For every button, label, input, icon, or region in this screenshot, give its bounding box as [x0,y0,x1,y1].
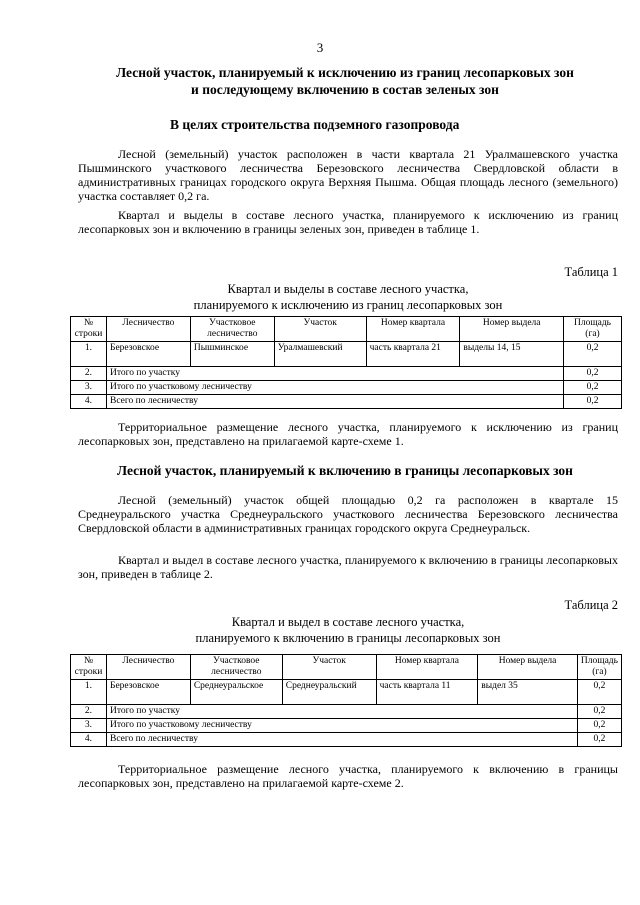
table2-total-row [71,705,622,719]
table2-caption [78,614,618,646]
table1-header-row [71,317,622,342]
table1 [70,316,622,409]
section1-after-paragraph [78,420,618,448]
table-cell: 3. [71,719,107,733]
table-cell: выдел 35 [478,680,578,705]
section1-para2-text: Квартал и выделы в составе лесного участка, планируемого к исключению из границ лесопарковых зон и включению в границы зеленых зон, приведен в таблице 1. [78,208,618,236]
table-cell: 0,2 [564,342,622,367]
table1-label: Таблица 1 [564,265,618,279]
table-cell: 2. [71,367,107,381]
table-cell: 0,2 [577,680,621,705]
page-number: 3 [316,40,324,55]
main-title-line2: и последующему включению в состав зеленых зон [191,82,499,97]
table2-header-row [71,655,622,680]
table-cell: 0,2 [564,367,622,381]
table-cell: Березовское [106,342,190,367]
table-cell: Пышминское [190,342,274,367]
table1-total-row [71,395,622,409]
table2-caption-line1: Квартал и выдел в составе лесного участка, [231,615,465,629]
table1-caption-line1: Квартал и выделы в составе лесного участка, [227,282,469,296]
table2-caption-line2: планируемого к включению в границы лесопарковых зон [195,631,501,645]
table1-caption-line2: планируемого к исключению из границ лесопарковых зон [193,298,503,312]
section1-para1-text: Лесной (земельный) участок расположен в части квартала 21 Уралмашевского участка Пышминского участкового лесничества Березовского лесничества Свердловской области в административных границах городского округа Верхняя Пышма. Общая площадь лесного (земельного) участка составляет 0,2 га. [78,147,618,203]
table-cell: 4. [71,733,107,747]
table2-header: Площадь (га) [577,655,621,680]
table-cell: 0,2 [564,381,622,395]
table2-label: Таблица 2 [564,598,618,612]
table-cell: Среднеуральский [282,680,376,705]
table2-header: Номер выдела [478,655,578,680]
table-cell: 0,2 [577,733,621,747]
table2-header: № строки [71,655,107,680]
table-cell: 4. [71,395,107,409]
subtitle: В целях строительства подземного газопровода [170,117,460,132]
table-cell: 1. [71,342,107,367]
table-cell: часть квартала 11 [376,680,478,705]
table1-header: Участок [274,317,366,342]
table-cell: выделы 14, 15 [460,342,564,367]
table2-header: Лесничество [106,655,190,680]
table2 [70,654,622,747]
table-cell: Итого по участку [106,367,563,381]
table1-header: Номер квартала [366,317,460,342]
table-cell: Всего по лесничеству [106,395,563,409]
section2-heading: Лесной участок, планируемый к включению в границы лесопарковых зон [117,463,573,478]
table1-header: № строки [71,317,107,342]
table2-total-row [71,719,622,733]
table2-header: Участок [282,655,376,680]
table2-header: Номер квартала [376,655,478,680]
table1-caption [78,281,618,313]
table2-total-row [71,733,622,747]
table-cell: Уралмашевский [274,342,366,367]
table-cell: 1. [71,680,107,705]
section2-para1-text: Лесной (земельный) участок общей площадью 0,2 га расположен в квартале 15 Среднеуральского участка Среднеуральского участкового лесничества Березовского лесничества Свердловской области в административных границах городского округа Среднеуральск. [78,493,618,535]
section2-paragraph2 [78,553,618,581]
section2-paragraph1 [78,493,618,535]
section1-paragraph1 [78,147,618,203]
table1-total-row [71,381,622,395]
main-title [70,64,620,98]
table1-header: Лесничество [106,317,190,342]
table1-data-row [71,342,622,367]
table-cell: 2. [71,705,107,719]
table1-header: Площадь (га) [564,317,622,342]
table1-header: Участковое лесничество [190,317,274,342]
section1-paragraph2 [78,208,618,236]
table2-data-row [71,680,622,705]
table-cell: 3. [71,381,107,395]
table1-header: Номер выдела [460,317,564,342]
main-title-line1: Лесной участок, планируемый к исключению из границ лесопарковых зон [116,65,574,80]
table2-header: Участковое лесничество [190,655,282,680]
table-cell: Итого по участковому лесничеству [106,381,563,395]
section1-after-text: Территориальное размещение лесного участка, планируемого к исключению из границ лесопарковых зон, представлено на прилагаемой карте-схеме 1. [78,420,618,448]
section2-after-paragraph [78,762,618,790]
table-cell: Итого по участковому лесничеству [106,719,577,733]
table-cell: 0,2 [577,705,621,719]
section2-para2-text: Квартал и выдел в составе лесного участка, планируемого к включению в границы лесопарковых зон, приведен в таблице 2. [78,553,618,581]
table-cell: Всего по лесничеству [106,733,577,747]
table-cell: Березовское [106,680,190,705]
table1-total-row [71,367,622,381]
table-cell: Среднеуральское [190,680,282,705]
table-cell: Итого по участку [106,705,577,719]
table-cell: 0,2 [577,719,621,733]
section2-after-text: Территориальное размещение лесного участка, планируемого к включению в границы лесопарковых зон, представлено на прилагаемой карте-схеме 2. [78,762,618,790]
table-cell: 0,2 [564,395,622,409]
table-cell: часть квартала 21 [366,342,460,367]
